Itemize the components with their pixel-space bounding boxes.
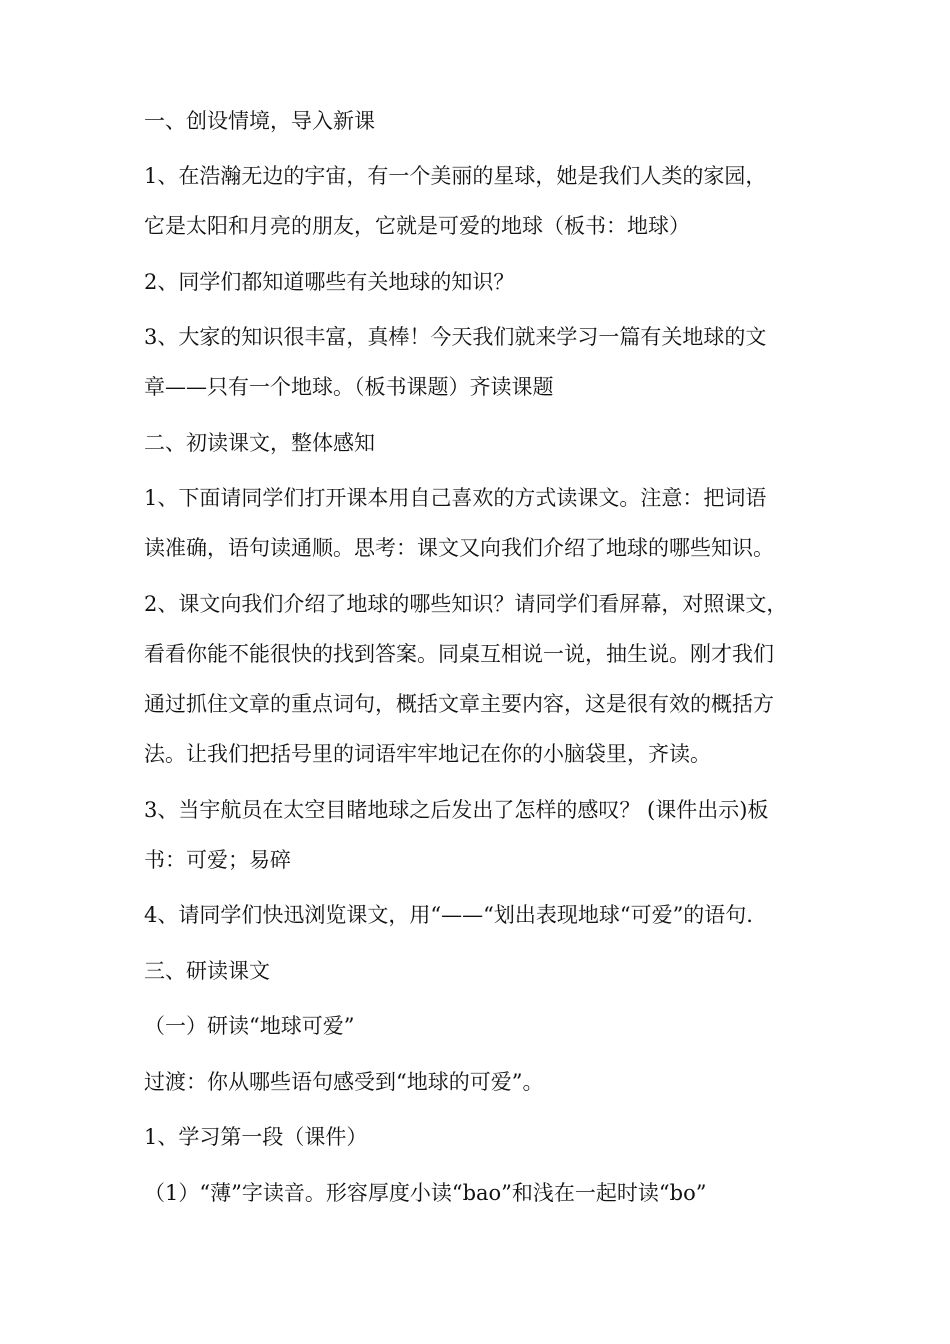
heading-section-1: 一、创设情境，导入新课 [144, 109, 375, 133]
paragraph-line: 法。让我们把括号里的词语牢牢地记在你的小脑袋里，齐读。 [144, 742, 711, 766]
heading-section-3: 三、研读课文 [144, 959, 270, 983]
paragraph-line: 通过抓住文章的重点词句，概括文章主要内容，这是很有效的概括方 [144, 692, 774, 716]
paragraph-line: 书：可爱；易碎 [144, 848, 291, 872]
paragraph-line: 1、下面请同学们打开课本用自己喜欢的方式读课文。注意：把词语 [144, 486, 767, 510]
paragraph-line: 它是太阳和月亮的朋友，它就是可爱的地球（板书：地球） [144, 214, 690, 238]
subheading: （一）研读“地球可爱” [144, 1014, 355, 1038]
paragraph-line: 3、大家的知识很丰富，真棒！今天我们就来学习一篇有关地球的文 [144, 325, 767, 349]
paragraph-line: 看看你能不能很快的找到答案。同桌互相说一说，抽生说。刚才我们 [144, 642, 774, 666]
paragraph-line: 章——只有一个地球。（板书课题）齐读课题 [144, 375, 554, 399]
paragraph-line: 4、请同学们快迅浏览课文，用“——“划出表现地球“可爱”的语句. [144, 903, 753, 927]
paragraph-line: 2、同学们都知道哪些有关地球的知识？ [144, 270, 515, 294]
paragraph-line: 1、在浩瀚无边的宇宙，有一个美丽的星球，她是我们人类的家园， [144, 164, 767, 188]
paragraph-line: 2、课文向我们介绍了地球的哪些知识？请同学们看屏幕，对照课文， [144, 592, 788, 616]
paragraph-line: 读准确，语句读通顺。思考：课文又向我们介绍了地球的哪些知识。 [144, 536, 774, 560]
paragraph-line: 3、当宇航员在太空目睹地球之后发出了怎样的感叹？ (课件出示)板 [144, 798, 769, 822]
paragraph-line: （1）“薄”字读音。形容厚度小读“bao”和浅在一起时读“bo” [144, 1181, 707, 1205]
paragraph-line: 1、学习第一段（课件） [144, 1125, 368, 1149]
heading-section-2: 二、初读课文，整体感知 [144, 431, 375, 455]
paragraph-line: 过渡：你从哪些语句感受到“地球的可爱”。 [144, 1070, 544, 1094]
